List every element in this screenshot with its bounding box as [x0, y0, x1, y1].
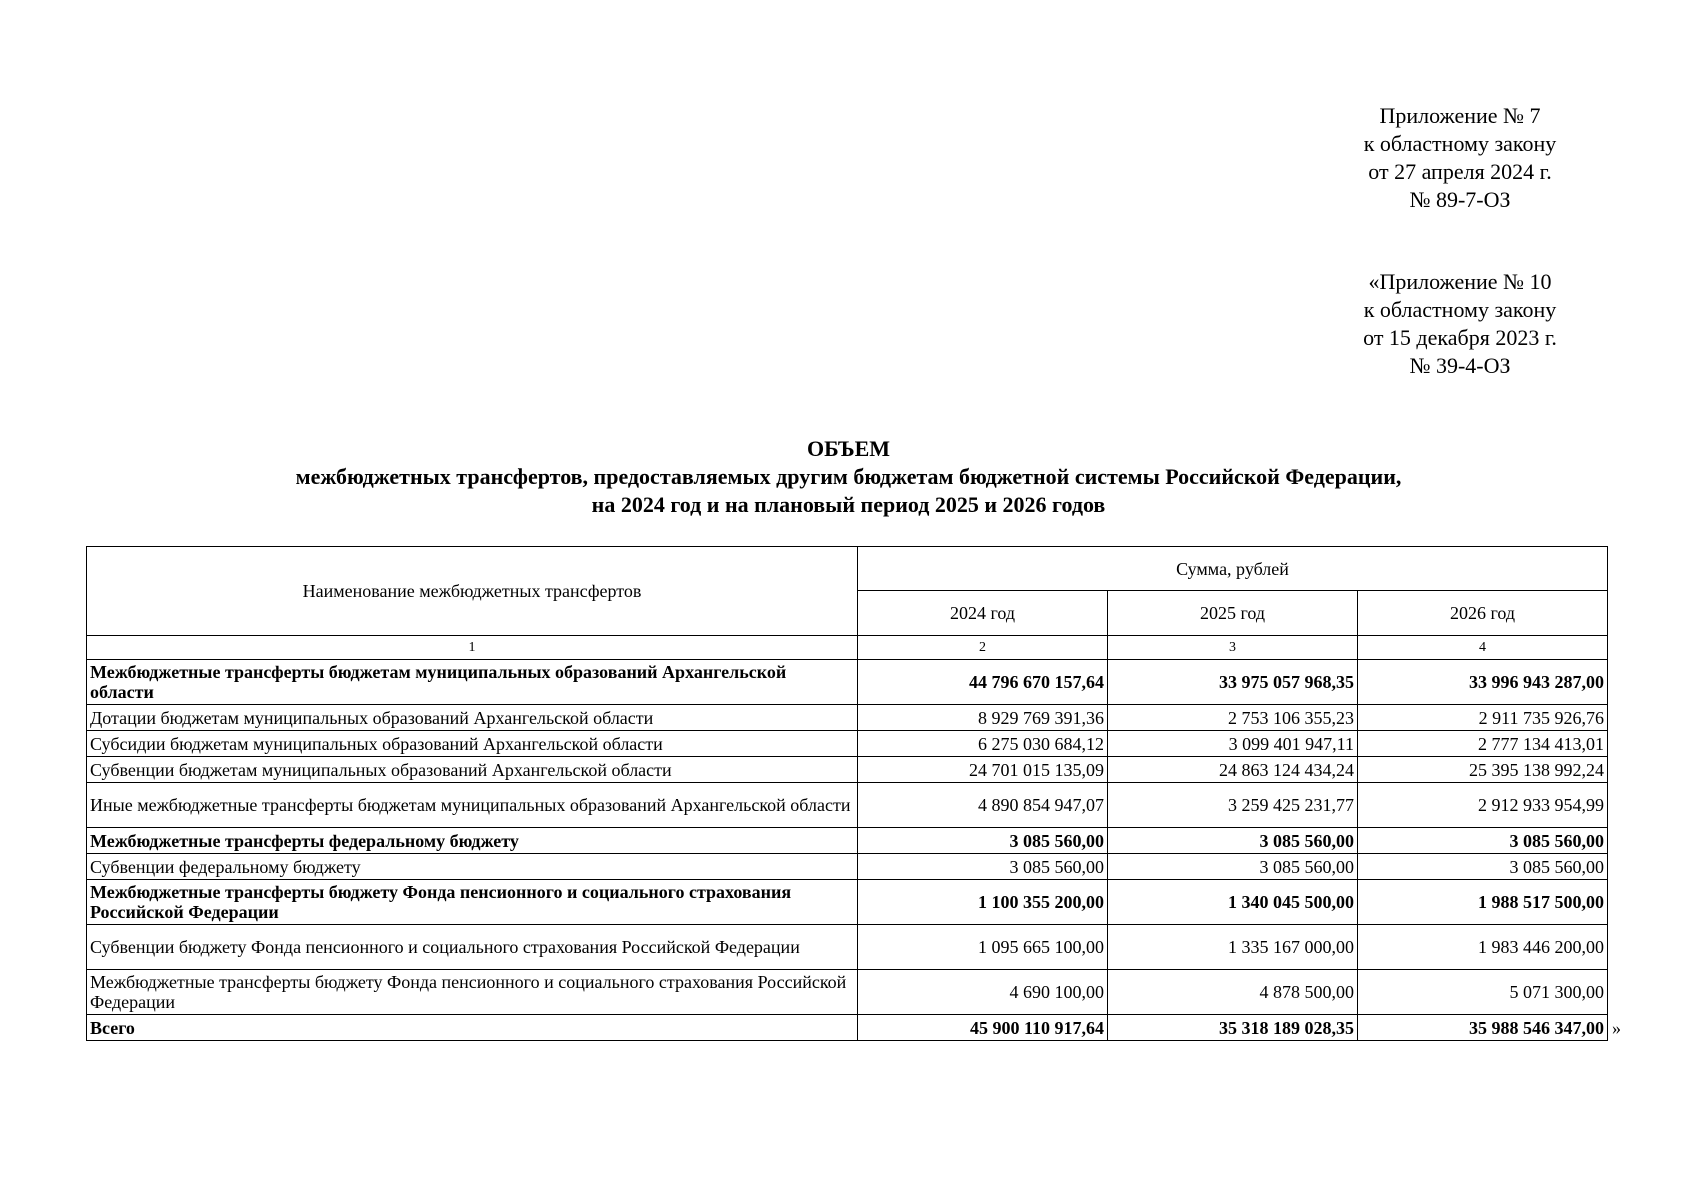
row-value-2025: 3 259 425 231,77	[1108, 783, 1358, 828]
row-name: Субсидии бюджетам муниципальных образований Архангельской области	[87, 731, 858, 757]
row-value-2024: 1 100 355 200,00	[858, 880, 1108, 925]
row-value-2024: 24 701 015 135,09	[858, 757, 1108, 783]
row-value-2024: 6 275 030 684,12	[858, 731, 1108, 757]
annex-amended-header	[1340, 268, 1580, 380]
row-value-2025: 24 863 124 434,24	[1108, 757, 1358, 783]
table-row	[87, 880, 1608, 925]
header-year-2026: 2026 год	[1358, 591, 1608, 636]
index-col-2: 2	[858, 636, 1108, 660]
table-row-total	[87, 1015, 1608, 1041]
row-value-2026: 25 395 138 992,24	[1358, 757, 1608, 783]
table-row	[87, 970, 1608, 1015]
row-name: Дотации бюджетам муниципальных образований Архангельской области	[87, 705, 858, 731]
table-row	[87, 854, 1608, 880]
table-row	[87, 705, 1608, 731]
table-row	[87, 783, 1608, 828]
row-name: Всего	[87, 1015, 858, 1041]
row-value-2025: 3 099 401 947,11	[1108, 731, 1358, 757]
row-name: Межбюджетные трансферты бюджетам муниципальных образований Архангельской области	[87, 660, 858, 705]
header-sum: Сумма, рублей	[858, 547, 1608, 591]
row-name: Иные межбюджетные трансферты бюджетам муниципальных образований Архангельской области	[87, 783, 858, 828]
row-value-2025: 3 085 560,00	[1108, 854, 1358, 880]
annex-current-date: от 27 апреля 2024 г.	[1368, 159, 1552, 184]
row-value-2024: 3 085 560,00	[858, 828, 1108, 854]
row-value-2024: 1 095 665 100,00	[858, 925, 1108, 970]
annex-current-header	[1340, 102, 1580, 214]
annex-amended-law-ref: к областному закону	[1363, 297, 1557, 322]
annex-amended-date: от 15 декабря 2023 г.	[1363, 325, 1557, 350]
row-value-2024: 3 085 560,00	[858, 854, 1108, 880]
row-value-2025: 4 878 500,00	[1108, 970, 1358, 1015]
row-value-2026: 2 911 735 926,76	[1358, 705, 1608, 731]
row-value-2024: 4 890 854 947,07	[858, 783, 1108, 828]
annex-current-law-ref: к областному закону	[1363, 131, 1557, 156]
table-header-row	[87, 547, 1608, 591]
annex-current-law-number: № 89-7-ОЗ	[1409, 187, 1511, 212]
row-name: Межбюджетные трансферты бюджету Фонда пенсионного и социального страхования Российской Федерации	[87, 880, 858, 925]
table-row	[87, 925, 1608, 970]
row-value-2024: 8 929 769 391,36	[858, 705, 1108, 731]
row-value-2026: 2 777 134 413,01	[1358, 731, 1608, 757]
annex-current-number: Приложение № 7	[1379, 103, 1541, 128]
row-value-2026: 35 988 546 347,00	[1358, 1015, 1608, 1041]
row-value-2024: 45 900 110 917,64	[858, 1015, 1108, 1041]
row-name: Субвенции бюджету Фонда пенсионного и социального страхования Российской Федерации	[87, 925, 858, 970]
row-value-2024: 4 690 100,00	[858, 970, 1108, 1015]
row-value-2025: 1 340 045 500,00	[1108, 880, 1358, 925]
row-value-2025: 2 753 106 355,23	[1108, 705, 1358, 731]
row-value-2026: 3 085 560,00	[1358, 854, 1608, 880]
row-value-2024: 44 796 670 157,64	[858, 660, 1108, 705]
title-heading: ОБЪЕМ	[806, 436, 891, 461]
title-subject: межбюджетных трансфертов, предоставляемых другим бюджетам бюджетной системы Российской Федерации,	[295, 464, 1402, 489]
row-name: Межбюджетные трансферты федеральному бюджету	[87, 828, 858, 854]
header-year-2025: 2025 год	[1108, 591, 1358, 636]
row-name: Субвенции бюджетам муниципальных образований Архангельской области	[87, 757, 858, 783]
title-period: на 2024 год и на плановый период 2025 и 2026 годов	[591, 492, 1106, 517]
table-row	[87, 660, 1608, 705]
row-value-2026: 33 996 943 287,00	[1358, 660, 1608, 705]
row-value-2026: 2 912 933 954,99	[1358, 783, 1608, 828]
annex-amended-law-number: № 39-4-ОЗ	[1409, 353, 1511, 378]
table-row	[87, 731, 1608, 757]
row-value-2025: 3 085 560,00	[1108, 828, 1358, 854]
table-row	[87, 757, 1608, 783]
row-value-2025: 35 318 189 028,35	[1108, 1015, 1358, 1041]
row-value-2026: 1 983 446 200,00	[1358, 925, 1608, 970]
row-name: Субвенции федеральному бюджету	[87, 854, 858, 880]
table-row	[87, 828, 1608, 854]
row-value-2025: 1 335 167 000,00	[1108, 925, 1358, 970]
index-col-4: 4	[1358, 636, 1608, 660]
index-col-3: 3	[1108, 636, 1358, 660]
closing-quote-mark: »	[1612, 1017, 1621, 1038]
index-col-1: 1	[87, 636, 858, 660]
table-index-row	[87, 636, 1608, 660]
row-name: Межбюджетные трансферты бюджету Фонда пенсионного и социального страхования Российской Федерации	[87, 970, 858, 1015]
row-value-2025: 33 975 057 968,35	[1108, 660, 1358, 705]
annex-amended-number: «Приложение № 10	[1368, 269, 1552, 294]
document-title	[0, 435, 1697, 519]
header-name: Наименование межбюджетных трансфертов	[87, 547, 858, 636]
row-value-2026: 1 988 517 500,00	[1358, 880, 1608, 925]
header-year-2024: 2024 год	[858, 591, 1108, 636]
row-value-2026: 3 085 560,00	[1358, 828, 1608, 854]
transfers-table	[86, 546, 1608, 1041]
row-value-2026: 5 071 300,00	[1358, 970, 1608, 1015]
